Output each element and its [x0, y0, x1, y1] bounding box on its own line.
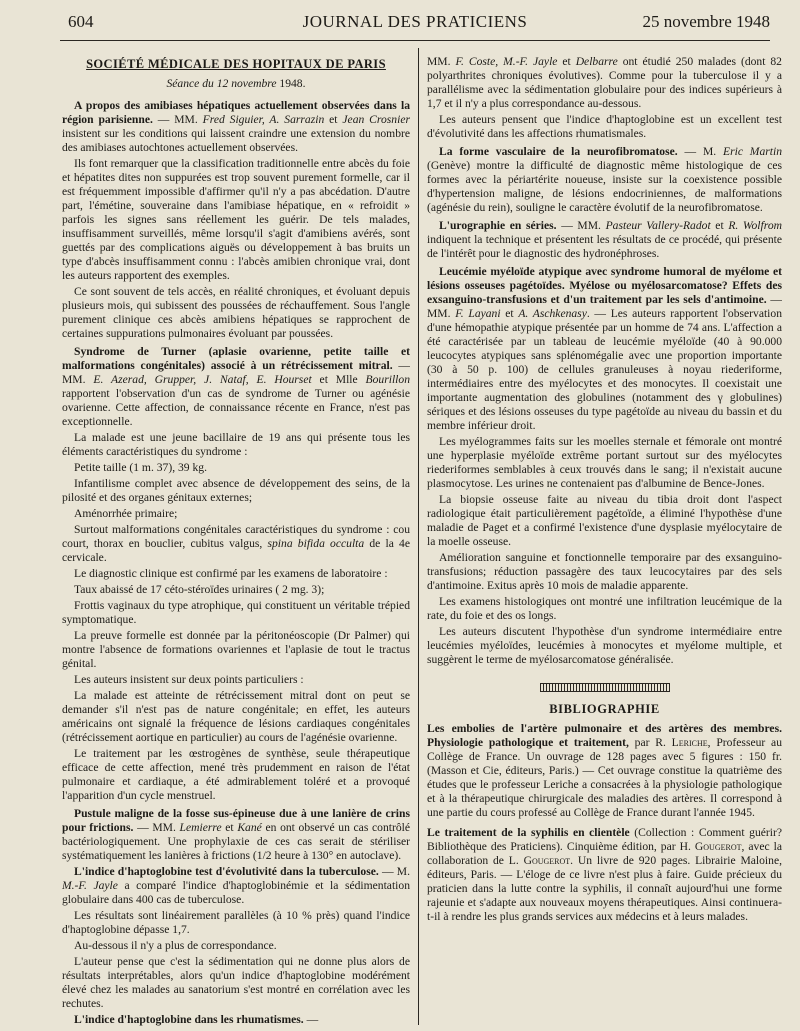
section-title: SOCIÉTÉ MÉDICALE DES HOPITAUX DE PARIS: [86, 57, 386, 71]
page-number: 604: [68, 12, 94, 31]
paragraph: L'auteur pense que c'est la sédimentation qui ne donne plus alors de résultats interprétables, alors qu'un indice d'haptoglobine modérément élevé chez les malades au sanatorium s'est montré en corrélation avec les rechutes.: [62, 955, 410, 1010]
paragraph: MM. F. Coste, M.-F. Jayle et Delbarre ont étudié 250 malades (dont 82 polyarthrites chroniques évolutives). Comme pour la tuberculose il y a parallélisme avec la sédimentation globulaire pour des indices supérieurs à 1,7 et il n'y a plus correspondance au-dessous.: [427, 55, 782, 110]
article-urographie: L'urographie en séries. — MM. Pasteur Vallery-Radot et R. Wolfrom indiquent la technique et présentent les résultats de ce procédé, qui présente de l'intérêt pour le diagnostic des hydronéphroses.: [427, 219, 782, 260]
column-divider: [418, 48, 419, 1025]
left-column: [62, 55, 410, 1027]
paragraph: Au-dessous il n'y a plus de correspondance.: [74, 939, 277, 952]
article-neurofibromatose: La forme vasculaire de la neurofibromatose. — M. Eric Martin (Genève) montre la difficulté de diagnostic même histologique de ces formes avec la périartérite noueuse, insiste sur la coexistence possible d'hypertension maligne, de lésions endocriniennes, de malformations (agénésie du rein), souligne le caractère évolutif de la neurofibromatose.: [427, 145, 782, 214]
paragraph: Ce sont souvent de tels accès, en réalité chroniques, et évoluant depuis plusieurs mois, qui subissent des poussées de réchauffement. Sous l'angle purement clinique ces abcès amibiens hépatiques se rapprochent de certaines suppurations pulmonaires évoluant par poussées.: [62, 285, 410, 340]
paragraph: Les examens histologiques ont montré une infiltration leucémique de la rate, du foie et des os longs.: [427, 595, 782, 622]
article-turner: Syndrome de Turner (aplasie ovarienne, petite taille et malformations congénitales) associé à un rétrécissement mitral. — MM. E. Azerad, Grupper, J. Nataf, E. Hourset et Mlle Bourillon rapportent l'observation d'un cas de syndrome de Turner ou agénésie ovarienne. Cette affection, de connaissance récente en France, n'est pas exceptionnelle.: [62, 345, 410, 428]
article-haptoglobine-tuberculose: L'indice d'haptoglobine test d'évolutivité dans la tuberculose. — M. M.-F. Jayle a comparé l'indice d'haptoglobinémie et la sédimentation globulaire dans 400 cas de tuberculose.: [62, 865, 410, 906]
paragraph: La malade est atteinte de rétrécissement mitral dont on peut se demander s'il n'est pas de nature congénitale; en effet, les auteurs américains ont signalé la fréquence de lésions cardiaques congénitales (rétrécissement aortique en particulier) au cours de l'agénésie ovarienne.: [62, 689, 410, 744]
paragraph: Aménorrhée primaire;: [74, 507, 178, 520]
paragraph: Petite taille (1 m. 37), 39 kg.: [74, 461, 207, 474]
bibliography: [427, 722, 782, 924]
paragraph: La biopsie osseuse faite au niveau du tibia droit dont l'aspect radiologique était particulièrement pagétoïde, a éliminé l'hypothèse d'une maladie de Paget et a confirmé l'existence d'une dysplasie myélocytaire de la moelle osseuse.: [427, 493, 782, 548]
paragraph: La preuve formelle est donnée par la péritonéoscopie (Dr Palmer) qui montre l'absence de formations ovariennes et l'aplasie de tout le tractus génital.: [62, 629, 410, 670]
paragraph: Ils font remarquer que la classification traditionnelle entre abcès du foie et hépatites dites non suppurées est trop souvent purement formelle, car il est fréquemment impossible d'affirmer qu'il n'y a pas abcédation. D'autre part, l'émétine, souveraine dans l'amibiase hépatique, en « refroidit » parfois les signes sans réellement les guérir. De tels malades, insuffisamment surveillés, même lorsqu'il s'agit d'amibiens avérés, sont guettés par des complications aiguës ou développement à bas bruits un type d'abcès insuffisamment connu : l'abcès amibien chronique vrai, dont les auteurs rapportent des exemples.: [62, 157, 410, 282]
paragraph: Les auteurs insistent sur deux points particuliers :: [74, 673, 304, 686]
article-pustule: Pustule maligne de la fosse sus-épineuse due à une lanière de crins pour frictions. — MM. Lemierre et Kané en ont observé un cas contrôlé bactériologiquement. Une prophylaxie de ces cas serait de stériliser systématiquement les lanières à frictions (1/2 heure à 130° en autoclave).: [62, 807, 410, 862]
paragraph: Le traitement par les œstrogènes de synthèse, seule thérapeutique efficace de cette affection, mené très prudemment en raison de l'état pulmonaire et cardiaque, a été admirablement toléré et a provoqué l'apparition d'un cycle menstruel.: [62, 747, 410, 802]
paragraph: Amélioration sanguine et fonctionnelle temporaire par des exsanguino-transfusions; réduction passagère des taux leucocytaires par des sels d'antimoine. Exitus après 10 mois de maladie apparente.: [427, 551, 782, 592]
paragraph: Taux abaissé de 17 céto-stéroïdes urinaires ( 2 mg. 3);: [74, 583, 325, 596]
right-column: [427, 55, 782, 1027]
paragraph: La malade est une jeune bacillaire de 19 ans qui présente tous les éléments caractéristiques du syndrome :: [62, 431, 410, 458]
paragraph: Les auteurs pensent que l'indice d'haptoglobine est un excellent test d'évolutivité dans les affections rhumatismales.: [427, 113, 782, 140]
paragraph: Les myélogrammes faits sur les moelles sternale et fémorale ont montré une hyperplasie myéloïde extrême portant surtout sur des myélocytes riederiformes semblables à ceux trouvés dans le sang; il n'existait aucune plasmocytose. Les urines ne contenaient pas d'albumine de Bence-Jones.: [427, 435, 782, 490]
bibliography-entry: Le traitement de la syphilis en clientèle (Collection : Comment guérir? Bibliothèque des Praticiens). Cinquième édition, par H. Gougerot, avec la collaboration de L. Gougerot. Un livre de 920 pages. Librairie Maloine, éditeurs, Paris. — L'éloge de ce livre n'est plus à faire. Guide précieux du praticien dans la lutte contre la syphilis, il connaît aujourd'hui une forme rajeunie et s'adapte aux nouveaux moyens thérapeutiques. Ainsi continuera-t-il à rendre les plus grands services aux médecins et à leurs malades.: [427, 826, 782, 923]
article-leucemie: Leucémie myéloïde atypique avec syndrome humoral de myélome et lésions osseuses pagétoïdes. Myélose ou myélosarcomatose? Effets des exsanguino-transfusions et d'un traitement par les sels d'antimoine. — MM. F. Layani et A. Aschkenasy. — Les auteurs rapportent l'observation d'une hémopathie atypique présentée par un homme de 74 ans. L'affection a été caractérisée par un tableau de leucémie myéloïde (40 à 90.000 leucocytes atypiques sans splénomégalie avec une proportion importante (30 à 50 p. 100) de cellules granuleuses à noyau riederiforme, intermédiaires entre des myélocytes et des monocytes. Il coexistait une importante augmentation des globulines (notamment des γ globulines) sériques et des lésions osseuses du type pagétoïde au niveau du bassin et du membre inférieur droit.: [427, 265, 782, 432]
issue-date: 25 novembre 1948: [642, 12, 770, 31]
bibliography-entry: Les embolies de l'artère pulmonaire et des artères des membres. Physiologie pathologique et traitement, par R. Leriche, Professeur au Collège de France. Un ouvrage de 128 pages avec 5 figures : 150 fr. (Masson et Cie, éditeurs, Paris.) — Cet ouvrage constitue la quatrième des études que le professeur Leriche a consacrées à la physiologie pathologique et à la thérapeutique chirurgicale des maladies des artères. Il correspond à une partie du cours professé au Collège de France durant l'année 1945.: [427, 722, 782, 819]
paragraph: Les résultats sont linéairement parallèles (à 10 % près) quand l'indice d'haptoglobine dépasse 1,7.: [62, 909, 410, 936]
ornament-divider: [540, 683, 670, 692]
article-haptoglobine-rhumatismes: L'indice d'haptoglobine dans les rhumatismes. —: [74, 1013, 319, 1026]
bibliography-title: BIBLIOGRAPHIE: [549, 702, 660, 716]
seance-line: Séance du 12 novembre 1948.: [166, 77, 306, 90]
paragraph: Frottis vaginaux du type atrophique, qui constituent un véritable trépied symptomatique.: [62, 599, 410, 626]
journal-title: JOURNAL DES PRATICIENS: [302, 12, 528, 31]
paragraph: Le diagnostic clinique est confirmé par les examens de laboratoire :: [74, 567, 388, 580]
article-amibiases: A propos des amibiases hépatiques actuellement observées dans la région parisienne. — MM. Fred Siguier, A. Sarrazin et Jean Crosnier insistent sur les conditions qui laissent craindre une extension du nombre des amibiases autochtones actuellement observées.: [62, 99, 410, 154]
page-header: [60, 10, 770, 41]
paragraph: Surtout malformations congénitales caractéristiques du syndrome : cou court, thorax en bouclier, cubitus valgus, spina bifida occulta de la 4e cervicale.: [62, 523, 410, 564]
paragraph: Les auteurs discutent l'hypothèse d'un syndrome intermédiaire entre leucémies myéloïdes, leucémies à monocytes et myélome multiple, et suggèrent le terme de myélosarcomatose généralisée.: [427, 625, 782, 666]
paragraph: Infantilisme complet avec absence de développement des seins, de la pilosité et des organes génitaux externes;: [62, 477, 410, 504]
